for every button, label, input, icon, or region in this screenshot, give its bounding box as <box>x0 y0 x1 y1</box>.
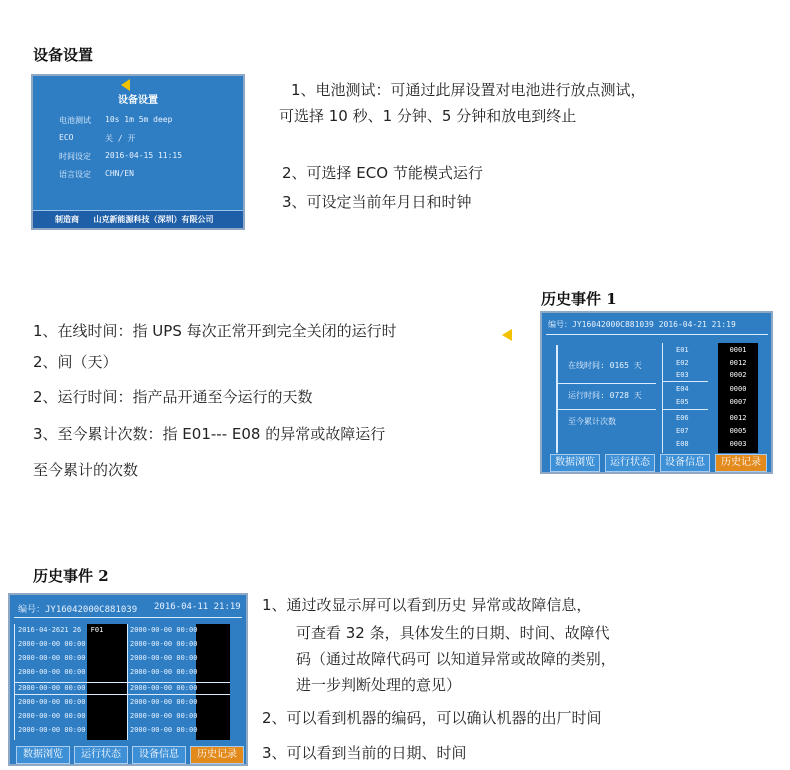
online-time-label: 在线时间: 0165 天 <box>568 361 642 370</box>
screen-footer <box>33 210 243 228</box>
run-status-button[interactable]: 运行状态 <box>605 454 655 472</box>
header-divider <box>14 617 242 618</box>
history-record-button[interactable]: 历史记录 <box>715 454 767 472</box>
error-code: E05 <box>676 398 689 406</box>
setting-value-battery-test[interactable]: 10s 1m 5m deep <box>105 115 173 124</box>
record-time: 2000-00-00 00:00 <box>130 668 198 676</box>
history1-item-4: 3、至今累计次数：指 E01--- E08 的异常或故障运行 <box>33 425 386 443</box>
setting-value-language[interactable]: CHN/EN <box>105 169 134 178</box>
history1-item-3: 2、运行时间：指产品开通至今运行的天数 <box>33 388 313 406</box>
manufacturer-label: 制造商 <box>55 215 79 224</box>
record-time: 2000-00-00 00:00 <box>18 726 86 734</box>
codes-column <box>662 343 766 453</box>
history1-header: 编号：JY16042000C881039 2016-04-21 21:19 <box>548 320 736 329</box>
record-time: 2000-00-00 00:00 <box>130 640 198 648</box>
error-code: E06 <box>676 414 689 422</box>
record-time: 2000-00-00 00:00 <box>18 698 86 706</box>
back-arrow-icon[interactable] <box>121 79 130 91</box>
run-status-button[interactable]: 运行状态 <box>74 746 128 764</box>
history2-item-2: 2、可以看到机器的编码，可以确认机器的出厂时间 <box>262 709 602 727</box>
machine-code: 编号：JY16042000C881039 <box>18 605 138 615</box>
record-time: 2000-00-00 00:00 <box>130 698 198 706</box>
error-count: 0003 <box>720 440 756 448</box>
current-datetime: 2016-04-11 21:19 <box>154 602 241 612</box>
record-time: 2000-00-00 00:00 <box>18 640 86 648</box>
data-browse-button[interactable]: 数据浏览 <box>550 454 600 472</box>
history2-screen <box>8 593 248 766</box>
history2-item-3: 3、可以看到当前的日期、时间 <box>262 744 467 762</box>
data-browse-button[interactable]: 数据浏览 <box>16 746 70 764</box>
error-count: 0001 <box>720 346 756 354</box>
history-record-button[interactable]: 历史记录 <box>190 746 244 764</box>
record-time: 2000-00-00 00:00 <box>130 684 198 692</box>
history2-item-1-cont: 进一步判断处理的意见） <box>296 676 462 694</box>
device-settings-screen <box>31 74 245 230</box>
error-count: 0000 <box>720 385 756 393</box>
record-time: 2000-00-00 00:00 <box>130 712 198 720</box>
run-time-label: 运行时间: 0728 天 <box>568 391 642 400</box>
record-time: 2000-00-00 00:00 <box>18 668 86 676</box>
device-info-button[interactable]: 设备信息 <box>660 454 710 472</box>
error-count: 0012 <box>720 359 756 367</box>
error-code: E02 <box>676 359 689 367</box>
device-settings-item-3: 3、可设定当前年月日和时钟 <box>282 193 472 211</box>
setting-label-battery-test: 电池测试 <box>59 116 91 125</box>
error-count: 0007 <box>720 398 756 406</box>
error-code: E03 <box>676 371 689 379</box>
record-time: 2016-04-2621 26 <box>18 626 82 634</box>
record-time: 2000-00-00 00:00 <box>130 626 198 634</box>
section-heading-device-settings: 设备设置 <box>33 46 94 64</box>
record-time: 2000-00-00 00:00 <box>18 684 86 692</box>
label-divider <box>556 409 656 410</box>
history2-item-1-cont: 可查看 32 条，具体发生的日期、时间、故障代 <box>296 624 610 642</box>
history2-item-1: 1、通过改显示屏可以看到历史 异常或故障信息， <box>262 596 592 614</box>
history1-item-2: 2、间（天） <box>33 353 118 371</box>
section-heading-history-2: 历史事件 2 <box>33 567 109 585</box>
device-settings-item-2: 2、可选择 ECO 节能模式运行 <box>282 164 483 182</box>
history1-item-5: 至今累计的次数 <box>33 461 139 479</box>
record-grid <box>14 624 242 740</box>
setting-value-time[interactable]: 2016-04-15 11:15 <box>105 151 183 160</box>
record-time: 2000-00-00 00:00 <box>130 726 198 734</box>
record-code: F01 <box>90 626 104 634</box>
manufacturer-name: 山克新能源科技（深圳）有限公司 <box>93 215 214 224</box>
header-divider <box>546 334 768 335</box>
device-info-button[interactable]: 设备信息 <box>132 746 186 764</box>
history2-item-1-cont: 码（通过故障代码可 以知道异常或故障的类别， <box>296 650 616 668</box>
pointer-arrow-icon <box>502 329 512 341</box>
section-heading-history-1: 历史事件 1 <box>541 290 617 308</box>
error-count: 0005 <box>720 427 756 435</box>
record-time: 2000-00-00 00:00 <box>18 654 86 662</box>
history1-item-1: 1、在线时间：指 UPS 每次正常开到完全关闭的运行时 <box>33 322 397 340</box>
record-time: 2000-00-00 00:00 <box>18 712 86 720</box>
label-divider <box>556 383 656 384</box>
error-code: E08 <box>676 440 689 448</box>
cumulative-count-label: 至今累计次数 <box>568 417 616 426</box>
history1-screen <box>540 311 773 474</box>
error-count: 0002 <box>720 371 756 379</box>
record-time: 2000-00-00 00:00 <box>130 654 198 662</box>
setting-label-eco: ECO <box>59 133 74 142</box>
setting-value-eco[interactable]: 关 / 开 <box>105 134 136 143</box>
setting-label-language: 语言设定 <box>59 170 91 179</box>
bracket-line <box>556 345 558 453</box>
screen-title: 设备设置 <box>118 95 158 106</box>
error-code: E01 <box>676 346 689 354</box>
setting-label-time: 时间设定 <box>59 152 91 161</box>
error-count: 0012 <box>720 414 756 422</box>
error-code: E07 <box>676 427 689 435</box>
device-settings-item-1: 1、电池测试：可通过此屏设置对电池进行放点测试， 可选择 10 秒、1 分钟、5 分钟和放电到终止 <box>279 81 646 125</box>
error-code: E04 <box>676 385 689 393</box>
